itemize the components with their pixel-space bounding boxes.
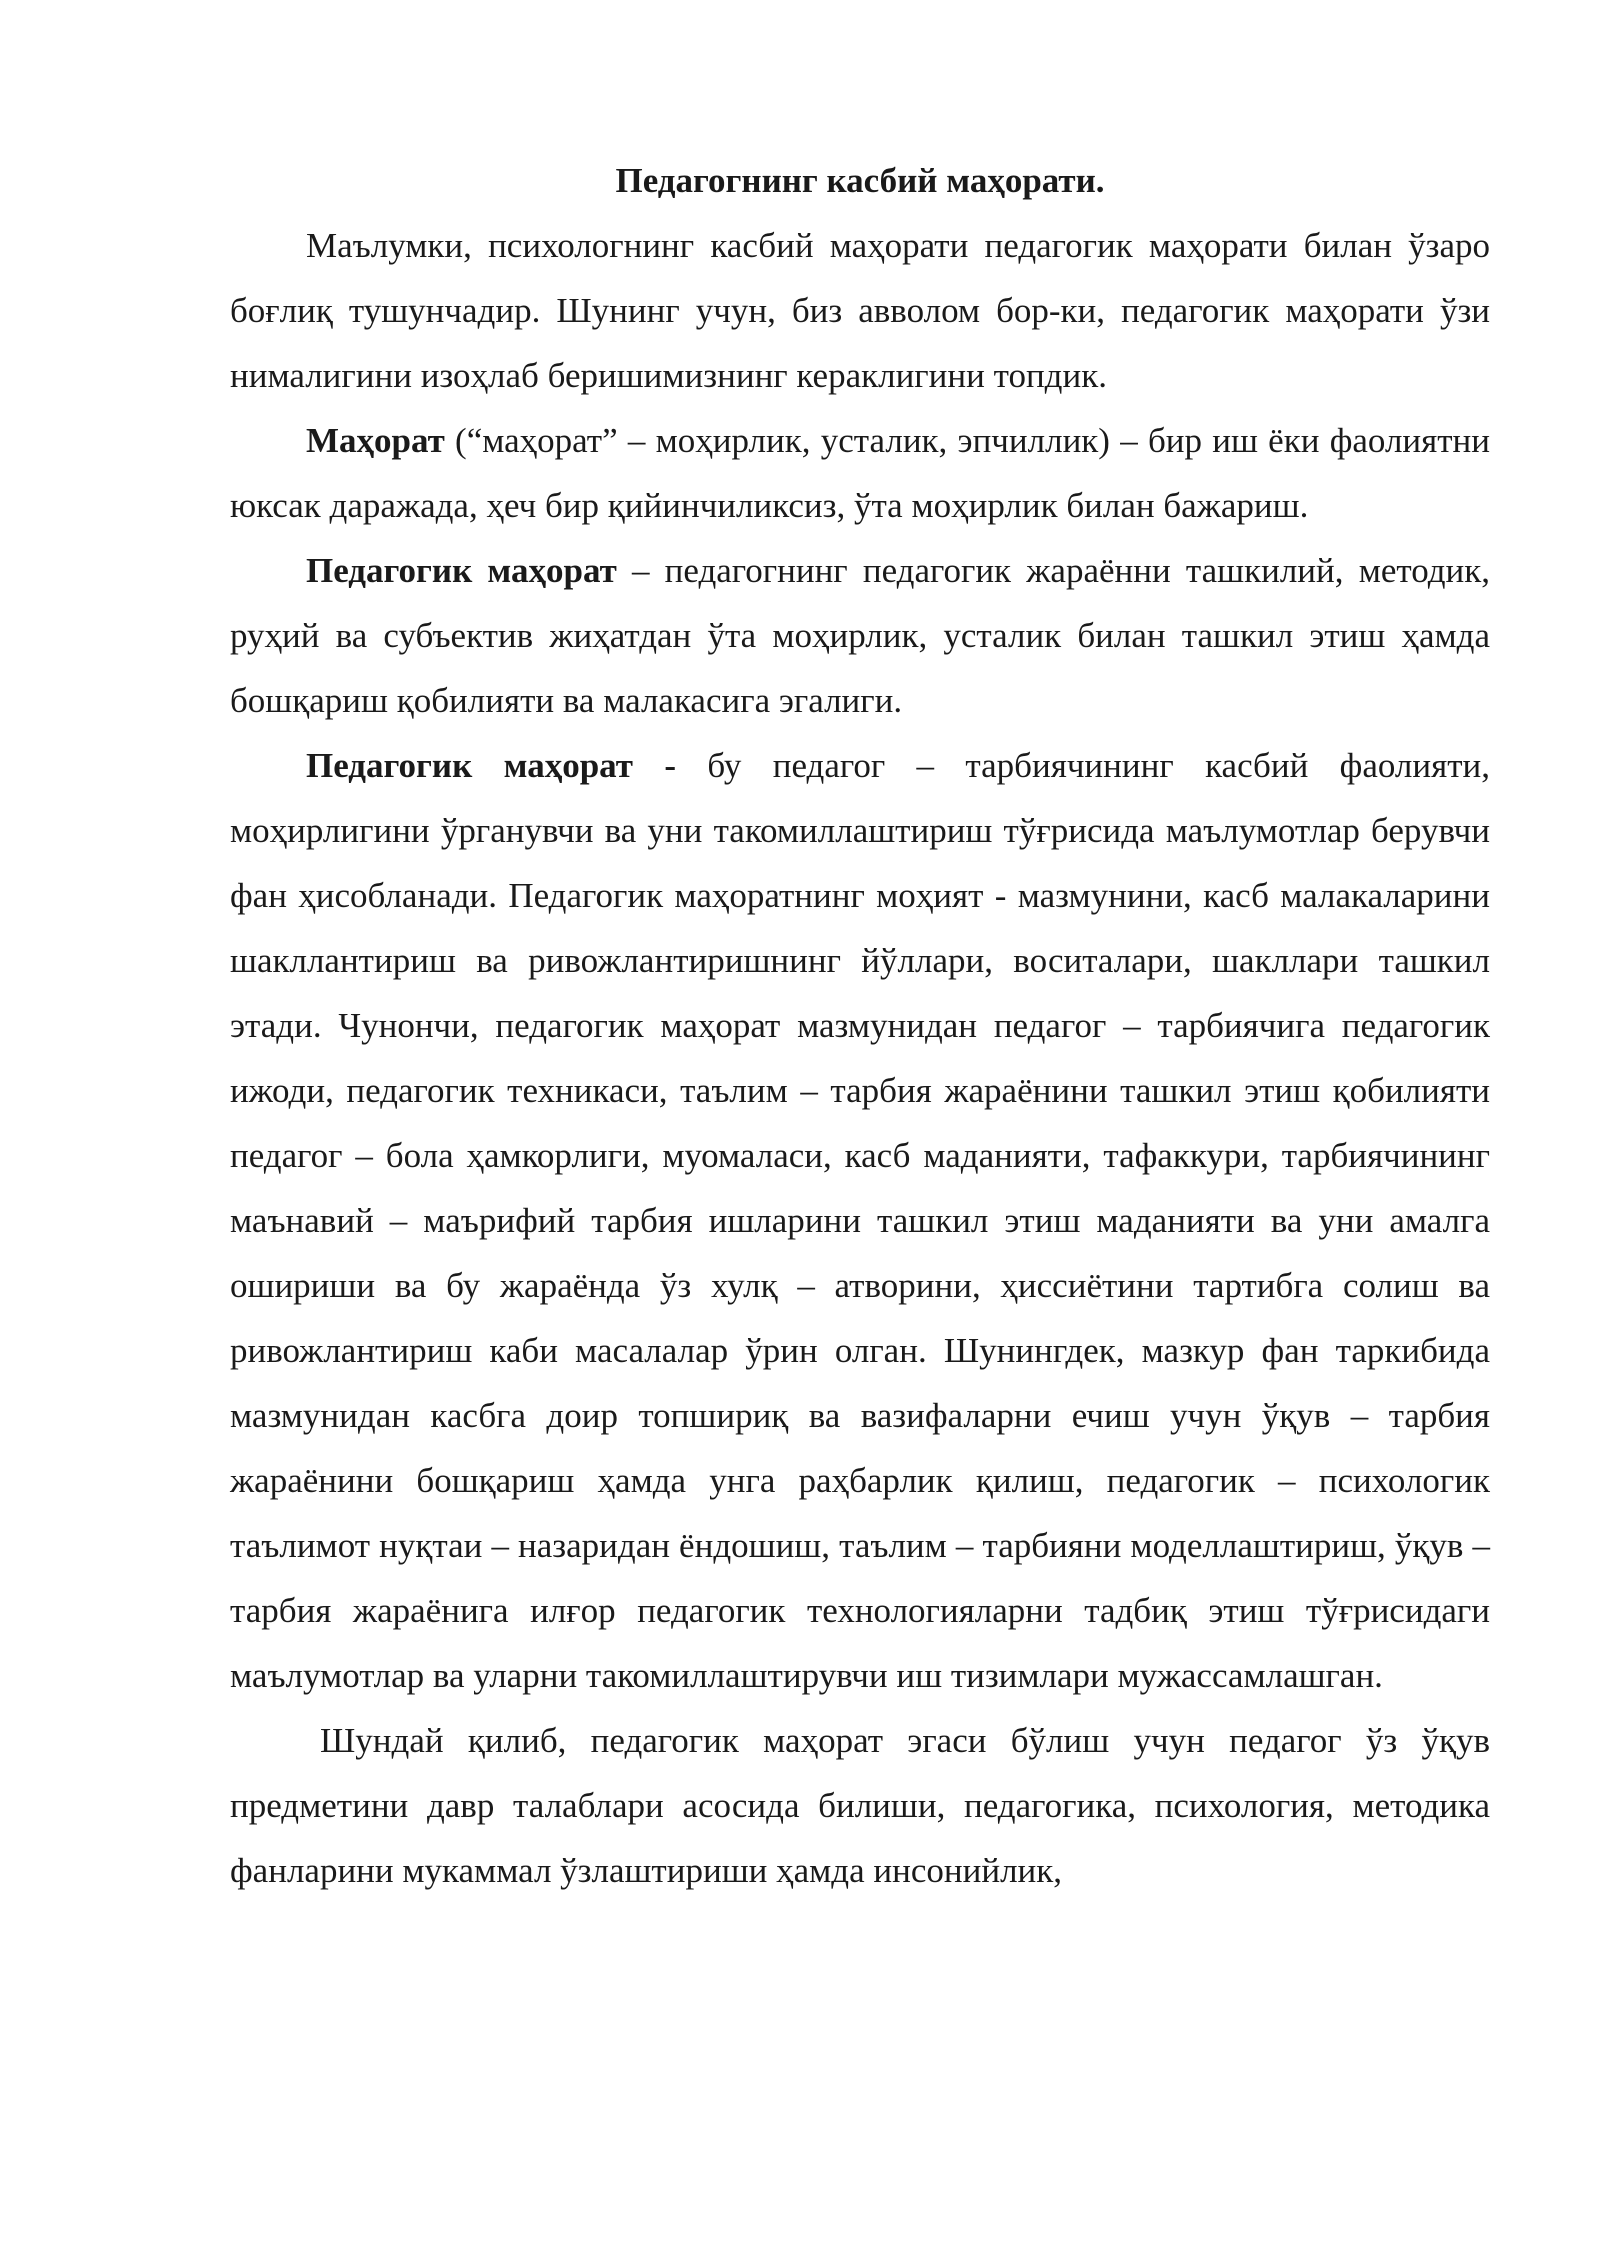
paragraph-pedagogical-skill-definition [230, 538, 1490, 733]
document-title: Педагогнинг касбий маҳорати. [615, 161, 1105, 200]
paragraph-conclusion-text: Шундай қилиб, педагогик маҳорат эгаси бўлиш учун педагог ўз ўқув предметини давр талаблари асосида билиши, педагогика, психология, методика фанларини мукаммал ўзлаштириши ҳамда инсонийлик, [230, 1721, 1490, 1890]
term-mahorat: Маҳорат [306, 421, 445, 460]
document-body [230, 148, 1490, 1903]
paragraph-mahorat-definition [230, 408, 1490, 538]
paragraph-conclusion [230, 1708, 1490, 1903]
paragraph-mahorat-text: (“маҳорат” – моҳирлик, усталик, эпчиллик) – бир иш ёки фаолиятни юксак даражада, ҳеч бир қийинчиликсиз, ўта моҳирлик билан бажариш. [230, 421, 1490, 525]
term-pedagogical-skill-subject: Педагогик маҳорат - [306, 746, 676, 785]
paragraph-pedagogical-skill-text: – педагогнинг педагогик жараённи ташкилий, методик, руҳий ва субъектив жиҳатдан ўта моҳирлик, усталик билан ташкил этиш ҳамда бошқариш қобилияти ва малакасига эгалиги. [230, 551, 1490, 720]
paragraph-pedagogical-skill-subject [230, 733, 1490, 1708]
paragraph-intro [230, 213, 1490, 408]
paragraph-pedagogical-skill-subject-text: бу педагог – тарбиячининг касбий фаолияти, моҳирлигини ўрганувчи ва уни такомиллаштириш тўғрисида маълумотлар берувчи фан ҳисобланади. Педагогик маҳоратнинг моҳият - мазмунини, касб малакаларини шакллантириш ва ривожлантиришнинг йўллари, воситалари, шакллари ташкил этади. Чунончи, педагогик маҳорат мазмунидан педагог – тарбиячига педагогик ижоди, педагогик техникаси, таълим – тарбия жараёнини ташкил этиш қобилияти педагог – бола ҳамкорлиги, муомаласи, касб маданияти, тафаккури, тарбиячининг маънавий – маърифий тарбия ишларини ташкил этиш маданияти ва уни амалга ошириши ва бу жараёнда ўз хулқ – атворини, ҳиссиётини тартибга солиш ва ривожлантириш каби масалалар ўрин олган. Шунингдек, мазкур фан таркибида мазмунидан касбга доир топшириқ ва вазифаларни ечиш учун ўқув – тарбия жараёнини бошқариш ҳамда унга раҳбарлик қилиш, педагогик – психологик таълимот нуқтаи – назаридан ёндошиш, таълим – тарбияни моделлаштириш, ўқув – тарбия жараёнига илғор педагогик технологияларни тадбиқ этиш тўғрисидаги маълумотлар ва уларни такомиллаштирувчи иш тизимлари мужассамлашган. [230, 746, 1490, 1695]
paragraph-intro-text: Маълумки, психологнинг касбий маҳорати педагогик маҳорати билан ўзаро боғлиқ тушунчадир. Шунинг учун, биз авволом бор-ки, педагогик маҳорати ўзи нималигини изоҳлаб беришимизнинг кераклигини топдик. [230, 226, 1490, 395]
term-pedagogical-skill: Педагогик маҳорат [306, 551, 617, 590]
